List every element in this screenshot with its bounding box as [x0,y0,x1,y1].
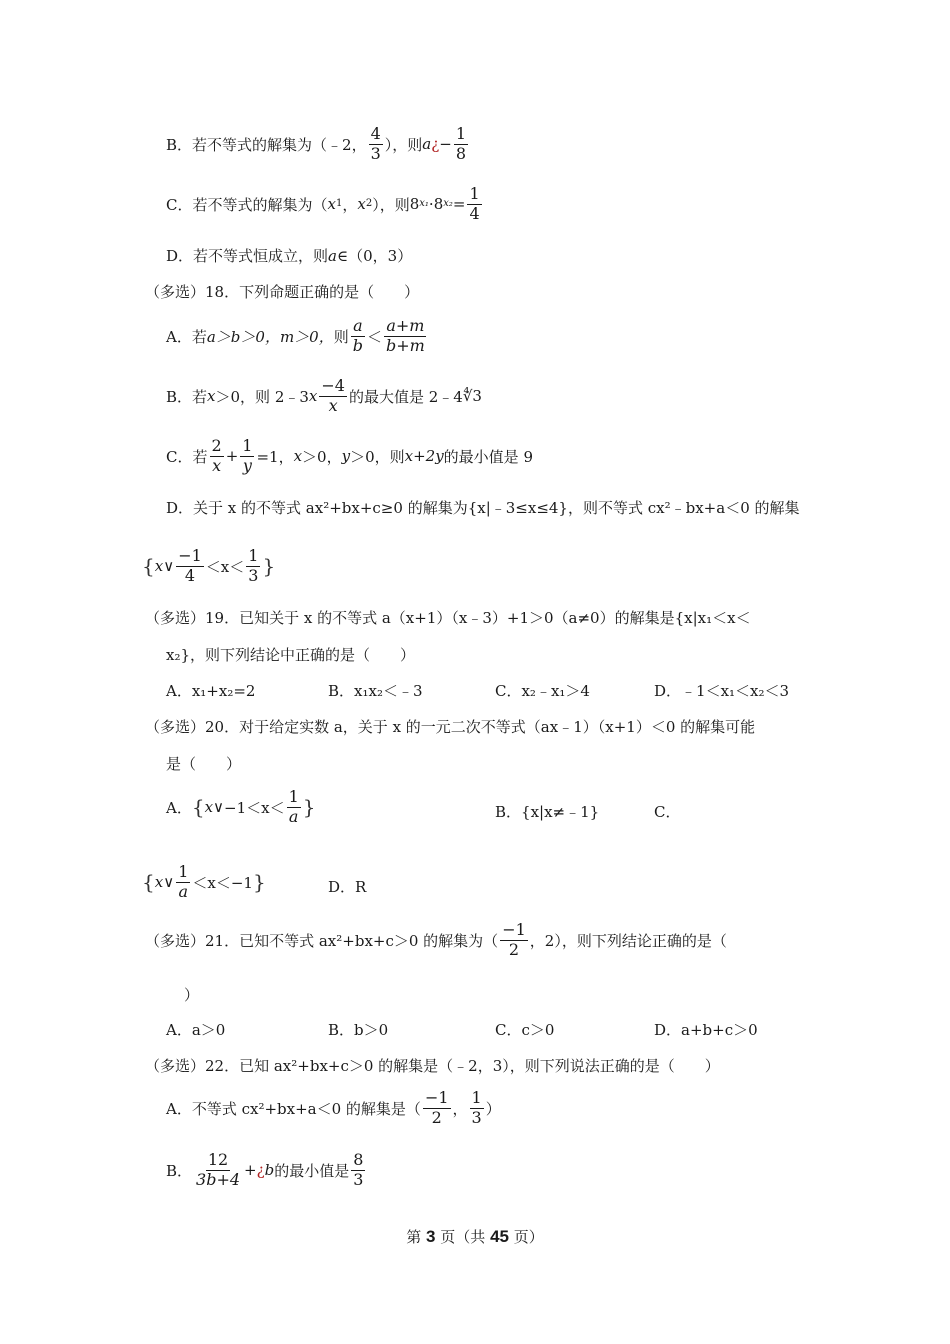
q17-option-b [166,126,470,163]
denominator: 3 [471,1107,482,1127]
denominator: 3 [353,1169,364,1189]
numerator: 1 [469,184,480,203]
numerator: a+m [386,316,425,335]
q19-stem-line2 [166,644,415,665]
variable: x [308,387,318,406]
q18-option-d [166,497,800,518]
option-text: ＞0，则 2﹣3 [215,387,309,406]
option-text: 关于 x 的不等式 ax²+bx+c≥0 的解集为{x|﹣3≤x≤4}，则不等式 cx²﹣bx+a＜0 的解集 [193,499,800,517]
option-text: 则 [333,327,349,346]
q20-option-b: B．{x|x≠﹣1} [495,803,600,821]
fraction [287,789,301,826]
numerator: −4 [321,376,345,395]
question-stem: ，2），则下列结论正确的是（ [529,931,727,950]
option-text: 的最大值是 2﹣4 [348,387,463,406]
numerator: 1 [248,546,259,565]
denominator: 3b+4 [196,1169,241,1189]
radical: ∜3 [462,387,482,406]
fraction [194,1152,242,1189]
variable: x [357,195,366,214]
numerator: a [353,316,363,335]
variable: x [207,387,216,406]
numerator: 1 [471,1088,482,1107]
fraction [500,922,528,959]
brace-close: } [302,795,316,820]
q20-option-c: C． [654,803,681,821]
operator: ∨ [213,798,225,817]
variable: b [264,1161,275,1180]
q19-option-a: A．x₁+x₂=2 [166,682,256,700]
brace-close: } [252,870,266,895]
q20-stem-line1 [145,716,755,737]
fraction [240,438,254,475]
brace-open: { [142,870,155,895]
operator: · [428,195,434,214]
question-stem: （多选）22．已知 ax²+bx+c＞0 的解集是（﹣2，3），则下列说法正确的是（ ） [145,1057,720,1075]
expression: −1＜x＜ [224,798,285,817]
denominator: a [178,881,189,901]
expression: x+2y [404,447,444,466]
q17-option-d [166,245,412,266]
q21-stem-line2 [184,984,199,1005]
numerator: 12 [207,1150,229,1169]
q19-option-d: D．﹣1＜x₁＜x₂＜3 [654,682,790,700]
variable: x [204,798,214,817]
expression: a＞b＞0，m＞0， [206,327,334,346]
fraction [351,1152,365,1189]
q19-option-b: B．x₁x₂＜﹣3 [328,682,423,700]
fraction [369,126,383,163]
option-text: ＞0，则 [350,447,405,466]
option-label: C． [166,447,193,466]
variable: a [328,246,337,265]
q18-option-b [166,378,482,415]
option-text: A．不等式 cx²+bx+a＜0 的解集是（ [166,1099,421,1118]
option-text: =1， [256,447,294,466]
denominator: b+m [386,335,425,355]
numerator: −1 [502,920,526,939]
q21-stem-line1 [145,922,727,959]
fraction [176,548,204,585]
variable: a [422,135,432,154]
footer-text: 页（共 [440,1228,486,1246]
brace-open: { [191,795,205,820]
option-text: 若不等式的解集为（﹣2， [192,135,367,154]
operator: = [452,195,466,214]
denominator: 8 [455,143,467,163]
number: 8 [409,195,420,214]
denominator: b [352,335,363,355]
option-text: 的最小值是 [274,1161,350,1180]
numerator: 1 [178,862,189,881]
fraction [467,186,481,223]
option-text: ），则 [372,195,410,214]
page-footer [0,1226,950,1247]
q19-stem-line1 [145,607,751,628]
fraction [351,318,365,355]
fraction [319,378,347,415]
q22-option-a [166,1090,501,1127]
numerator: 1 [288,787,299,806]
option-text: 的最小值是 9 [443,447,533,466]
q19-option-c: C．x₂﹣x₁＞4 [495,682,590,700]
operator: − [439,135,452,154]
q22-option-b [166,1152,367,1189]
q20-option-a [166,789,316,826]
question-stem: （多选）19．已知关于 x 的不等式 a（x+1）（x﹣3）+1＞0（a≠0）的解集是{x|x₁＜x＜ [145,609,751,627]
fraction [423,1090,451,1127]
garbled-glyph: ¿ [256,1161,265,1180]
denominator: x [212,455,222,475]
numerator: 1 [455,124,467,143]
question-stem: 是（ ） [166,755,242,773]
option-label: A． [166,327,192,346]
denominator: 3 [370,143,381,163]
option-label: B． [166,135,193,154]
footer-text: 页） [513,1228,544,1246]
denominator: 3 [248,565,259,585]
denominator: 2 [431,1107,442,1127]
option-label: B． [166,387,193,406]
numerator: 4 [370,124,381,143]
question-stem: （多选）20．对于给定实数 a，关于 x 的一元二次不等式（ax﹣1）（x+1）＜0 的解集可能 [145,718,756,736]
operator: ∨ [163,873,175,892]
page-number: 3 [426,1227,436,1246]
fraction [176,864,190,901]
fraction [210,438,224,475]
q18-stem [145,281,419,302]
numerator: −1 [178,546,202,565]
option-text: 若不等式恒成立，则 [193,247,329,265]
option-text: ），则 [384,135,423,154]
garbled-glyph: ¿ [431,135,440,154]
numerator: −1 [424,1088,449,1107]
denominator: a [288,806,299,826]
option-text: 若不等式的解集为（ [192,195,328,214]
question-stem: （多选）21．已知不等式 ax²+bx+c＞0 的解集为（ [145,931,499,950]
fraction [384,318,427,355]
option-label: C． [166,195,193,214]
option-label: D． [166,247,194,265]
variable: x [154,873,164,892]
q18-option-a [166,318,429,355]
operator: + [225,447,239,466]
variable: x [293,447,303,466]
q21-option-b: B．b＞0 [328,1021,389,1039]
variable: x [154,557,164,576]
denominator: 4 [184,565,196,585]
denominator: x [328,395,338,415]
denominator: 2 [508,939,520,959]
option-text: ＞0， [302,447,342,466]
denominator: 4 [469,203,480,223]
operator: ＜ [366,327,382,346]
numerator: 1 [242,436,253,455]
punctuation: ， [452,1099,468,1118]
option-text: ∈（0，3） [337,247,413,265]
option-label: D． [166,499,194,517]
variable: y [341,447,351,466]
numerator: 8 [353,1150,364,1169]
punctuation: ） [485,1099,501,1118]
option-text: 若 [192,447,208,466]
q17-option-c: C． 若不等式的解集为（ x 1 ， x 2 ），则 8 x₁ · 8 x₂ = $\frac{1}{4}$ [166,184,480,223]
expression: ＜x＜ [205,557,245,576]
fraction [470,1090,484,1127]
option-label: A． [166,798,192,817]
q22-stem [145,1055,720,1076]
operator: + [244,1161,257,1180]
q20-stem-line2 [166,753,241,774]
q18-option-c [166,438,533,475]
option-label: B． [166,1161,193,1180]
numerator: 2 [211,436,222,455]
q18-option-d-set [142,548,275,585]
q21-option-a: A．a＞0 [166,1021,226,1039]
brace-close: } [262,554,276,579]
q21-option-c: C．c＞0 [495,1021,555,1039]
punctuation: ， [342,195,358,214]
number: 8 [433,195,444,214]
q21-option-d: D．a+b+c＞0 [654,1021,758,1039]
total-pages: 45 [490,1227,509,1246]
q20-option-d: D．R [328,878,367,896]
variable: x [327,195,336,214]
expression: ＜x＜−1 [192,873,253,892]
option-text: 若 [191,327,207,346]
brace-open: { [142,554,155,579]
fraction [454,126,468,163]
question-stem: （多选）18．下列命题正确的是（ ） [145,283,420,301]
operator: ∨ [163,557,175,576]
question-stem: x₂}，则下列结论中正确的是（ ） [166,646,416,664]
fraction [246,548,260,585]
option-text: 若 [192,387,208,406]
q20-option-c-set [142,864,266,901]
denominator: y [242,455,252,475]
footer-text: 第 [406,1228,422,1246]
question-stem: ） [184,986,200,1004]
